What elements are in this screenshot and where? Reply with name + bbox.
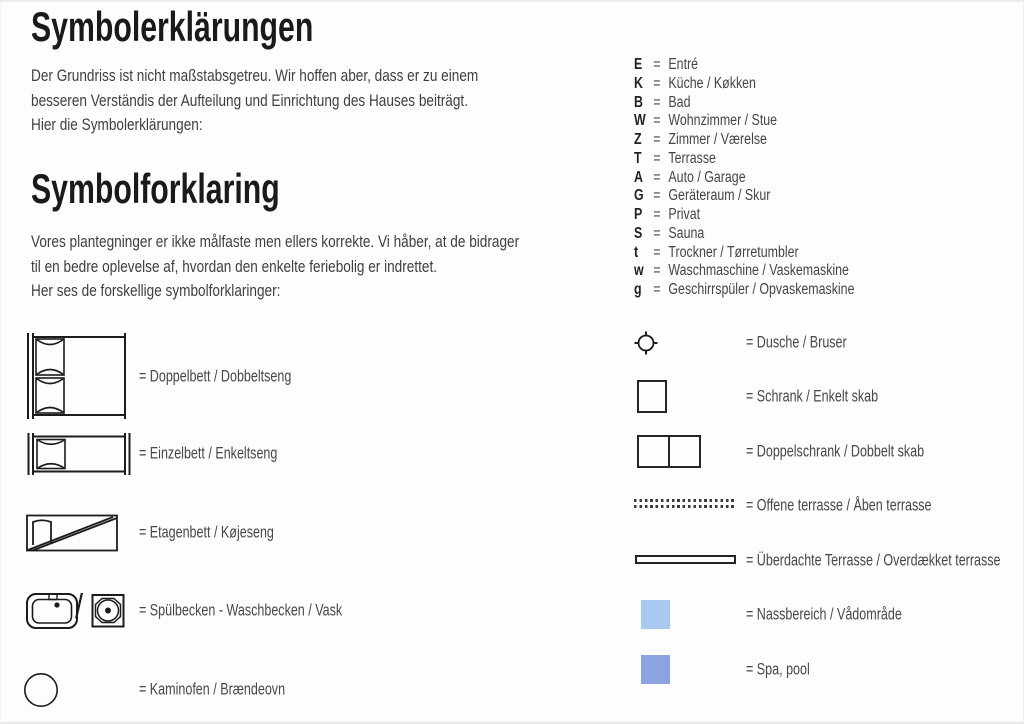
equals-sign: = [653,168,661,186]
equals-sign: = [653,93,661,111]
equals-sign: = [653,243,661,261]
dotted-line [634,499,735,502]
room-code-letter: B [634,93,643,111]
spa-pool-label: = Spa, pool [746,660,810,679]
room-code-letter: Z [634,131,642,148]
room-code-row [634,75,854,94]
open-terrace-icon [634,499,735,509]
shower-label: = Dusche / Bruser [746,333,847,352]
room-code-letter: g [634,281,642,298]
room-code-label: Privat [668,206,701,223]
wardrobe-cell [639,437,670,466]
dotted-line [634,505,735,508]
room-code-letter: G [634,187,644,205]
intro-danish-text [31,230,519,304]
equals-sign: = [653,74,661,92]
page-title-german: Symbolerklärungen [31,3,314,50]
open-terrace-label: = Offene terrasse / Åben terrasse [746,496,932,515]
double-wardrobe-icon [637,435,701,468]
room-code-label: Auto / Garage [668,168,746,186]
double-bed-icon [25,333,129,419]
room-code-list [634,56,854,300]
wood-stove-label: = Kaminofen / Brændeovn [139,680,286,699]
room-code-letter: P [634,206,643,223]
double-bed-label: = Doppelbett / Dobbeltseng [139,367,292,386]
equals-sign: = [653,206,661,223]
bunk-bed-icon [26,514,118,552]
equals-sign: = [653,224,661,242]
single-wardrobe-icon [637,380,667,413]
covered-terrace-label: = Überdachte Terrasse / Overdækket terrasse [746,551,1001,570]
equals-sign: = [653,149,661,167]
room-code-label: Trockner / Tørretumbler [668,243,799,261]
room-code-label: Wohnzimmer / Stue [668,112,778,130]
room-code-label: Bad [668,93,691,111]
room-code-letter: T [634,149,642,167]
equals-sign: = [653,131,661,148]
wet-area-label: = Nassbereich / Vådområde [746,605,902,624]
room-code-label: Sauna [668,224,705,242]
room-code-label: Küche / Køkken [668,74,756,92]
room-code-letter: S [634,224,643,242]
room-code-row [634,225,854,244]
room-code-row [634,169,854,188]
room-code-letter: K [634,74,643,92]
room-code-letter: t [634,243,639,261]
room-code-letter: E [634,56,643,73]
bunk-bed-label: = Etagenbett / Køjeseng [139,523,274,542]
text-line: til en bedre oplevelse af, hvordan den enkelte feriebolig er indrettet. [31,256,437,276]
room-code-letter: W [634,112,646,130]
room-code-row [634,187,854,206]
room-code-row [634,94,854,113]
room-code-letter: w [634,262,644,280]
page-title-danish: Symbolforklaring [31,165,280,212]
equals-sign: = [653,112,661,130]
wardrobe-cell [670,437,699,466]
double-wardrobe-label: = Doppelschrank / Dobbelt skab [746,442,925,461]
sink-label: = Spülbecken - Waschbecken / Vask [139,601,343,620]
equals-sign: = [653,56,661,73]
room-code-row [634,262,854,281]
text-line: Her ses de forskellige symbolforklaringer: [31,281,281,300]
single-wardrobe-label: = Schrank / Enkelt skab [746,387,879,406]
room-code-row [634,244,854,263]
room-code-label: Entré [668,56,699,73]
covered-terrace-icon [635,555,736,564]
room-code-label: Geräteraum / Skur [668,187,771,205]
room-code-letter: A [634,168,643,186]
shower-icon [634,331,658,355]
text-line: Hier die Symbolerklärungen: [31,115,203,134]
sink-separator: / [75,588,84,626]
single-bed-label: = Einzelbett / Enkeltseng [139,444,278,463]
room-code-label: Terrasse [668,149,716,167]
kitchen-sink-icon [26,592,78,630]
wash-basin-icon [91,592,125,629]
spa-pool-swatch [641,655,670,684]
room-code-row [634,150,854,169]
room-code-label: Zimmer / Værelse [668,131,767,148]
room-code-label: Geschirrspüler / Opvaskemaskine [668,281,855,298]
room-code-row [634,206,854,225]
wood-stove-icon [23,672,59,708]
room-code-row [634,112,854,131]
wet-area-swatch [641,600,670,629]
equals-sign: = [653,281,661,298]
room-code-row [634,281,854,300]
text-line: Der Grundriss ist nicht maßstabsgetreu. Wir hoffen aber, dass er zu einem [31,66,479,85]
equals-sign: = [653,187,661,205]
room-code-label: Waschmaschine / Vaskemaskine [668,262,849,280]
equals-sign: = [653,262,661,280]
room-code-row [634,56,854,75]
single-bed-icon [26,433,132,475]
intro-german-text [31,64,478,138]
text-line: besseren Verständis der Aufteilung und Einrichtung des Hauses beiträgt. [31,90,468,110]
text-line: Vores plantegninger er ikke målfaste men ellers korrekte. Vi håber, at de bidrager [31,232,520,251]
room-code-row [634,131,854,150]
